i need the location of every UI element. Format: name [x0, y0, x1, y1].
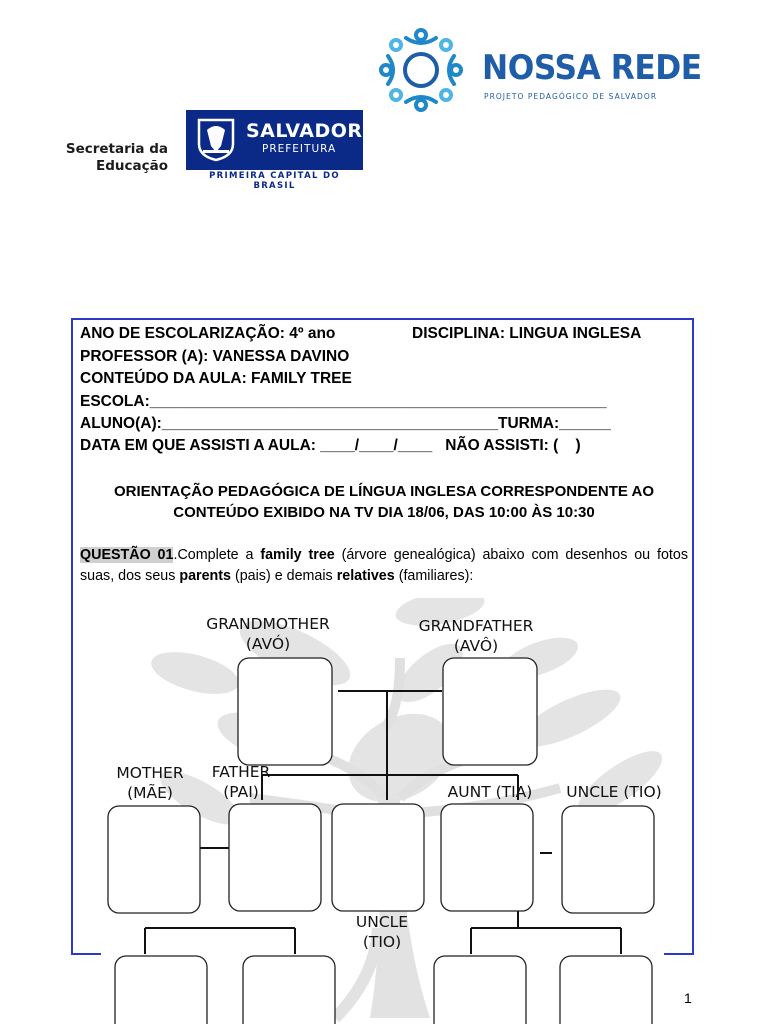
uncle-right-photo-box[interactable]	[562, 806, 654, 913]
label-aunt: AUNT (TIA)	[447, 783, 533, 801]
label-father-en: FATHER	[211, 763, 271, 781]
data-aula-field[interactable]: DATA EM QUE ASSISTI A AULA: ____/____/____ NÃO ASSISTI: ( )	[80, 437, 581, 454]
questao-text-4: (familiares):	[394, 568, 474, 584]
professor: PROFESSOR (A): VANESSA DAVINO	[80, 348, 350, 365]
secretaria-educacao-label	[58, 141, 168, 175]
label-uncle-right: UNCLE (TIO)	[566, 783, 662, 801]
nossa-rede-title: NOSSA REDE	[482, 48, 702, 88]
escola-field[interactable]: ESCOLA:_____________________________________________________	[80, 393, 607, 410]
label-uncle-center	[336, 912, 428, 952]
questao-bold-family-tree: family tree	[260, 547, 335, 563]
uncle-center-photo-box[interactable]	[332, 804, 424, 911]
label-grandmother-pt: (AVÓ)	[245, 635, 291, 653]
conteudo-aula: CONTEÚDO DA AULA: FAMILY TREE	[80, 370, 352, 387]
salvador-tagline: PRIMEIRA CAPITAL DO BRASIL	[209, 171, 340, 191]
label-mother-pt: (MÃE)	[127, 784, 173, 802]
aunt-photo-box[interactable]	[441, 804, 533, 911]
label-uncle-center-en: UNCLE	[355, 913, 409, 931]
label-father-pt: (PAI)	[223, 783, 259, 801]
ano-escolarizacao: ANO DE ESCOLARIZAÇÃO: 4º ano	[80, 325, 336, 342]
nossa-rede-subtitle: PROJETO PEDAGÓGICO DE SALVADOR	[484, 92, 658, 101]
child-3-photo-box[interactable]	[434, 956, 526, 1024]
questao-text-3: (pais) e demais	[231, 568, 337, 584]
salvador-sub: PREFEITURA	[262, 143, 337, 155]
questao-bold-parents: parents	[179, 568, 231, 584]
questao-bold-relatives: relatives	[336, 568, 395, 584]
questao-01	[80, 545, 688, 587]
grandfather-photo-box[interactable]	[443, 658, 537, 765]
questao-label: QUESTÃO 01	[80, 547, 174, 563]
label-grandmother	[198, 614, 338, 654]
family-tree-illustration	[100, 598, 690, 1024]
aluno-turma-field[interactable]: ALUNO(A):_______________________________________TURMA:______	[80, 415, 611, 432]
questao-text-1: .Complete a	[173, 547, 261, 563]
label-father	[198, 762, 284, 802]
frame-bottom-left	[71, 953, 101, 955]
label-grandfather	[404, 616, 548, 656]
salvador-name: SALVADOR	[246, 120, 363, 142]
child-4-photo-box[interactable]	[560, 956, 652, 1024]
orientacao-line-1: ORIENTAÇÃO PEDAGÓGICA DE LÍNGUA INGLESA CORRESPONDENTE AO	[113, 483, 655, 500]
label-grandfather-pt: (AVÔ)	[453, 637, 499, 655]
mother-photo-box[interactable]	[108, 806, 200, 913]
child-1-photo-box[interactable]	[115, 956, 207, 1024]
questao-text-2: (árvore genealógica) abaixo com desenhos ou fotos suas, dos seus	[80, 547, 688, 584]
label-grandmother-en: GRANDMOTHER	[206, 615, 330, 633]
label-mother	[104, 763, 196, 803]
secretaria-line-1: Secretaria da	[65, 141, 168, 157]
disciplina: DISCIPLINA: LINGUA INGLESA	[412, 325, 642, 342]
secretaria-line-2: Educação	[96, 158, 168, 174]
label-grandfather-en: GRANDFATHER	[418, 617, 534, 635]
orientacao-line-2: CONTEÚDO EXIBIDO NA TV DIA 18/06, DAS 10:00 ÀS 10:30	[173, 504, 595, 521]
page-number: 1	[684, 990, 692, 1006]
grandmother-photo-box[interactable]	[238, 658, 332, 765]
salvador-crest-icon	[193, 116, 239, 162]
nossa-rede-logo-icon	[376, 26, 466, 114]
label-mother-en: MOTHER	[116, 764, 184, 782]
child-2-photo-box[interactable]	[243, 956, 335, 1024]
label-uncle-center-pt: (TIO)	[362, 933, 402, 951]
father-photo-box[interactable]	[229, 804, 321, 911]
